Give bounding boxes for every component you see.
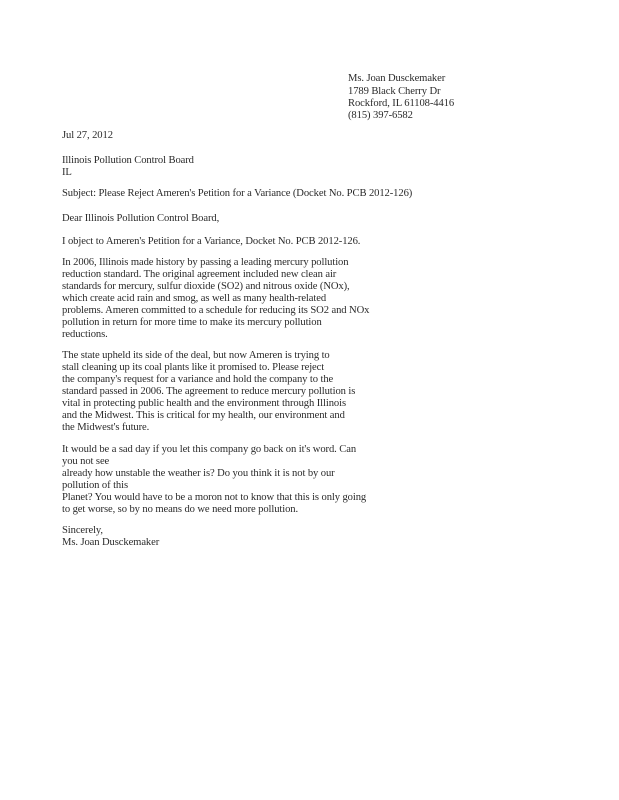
paragraph-2-line: reductions.: [62, 329, 108, 340]
sender-phone: (815) 397-6582: [348, 110, 413, 121]
paragraph-4-line: pollution of this: [62, 480, 128, 491]
letter-date: Jul 27, 2012: [62, 130, 113, 141]
closing: Sincerely,: [62, 525, 103, 536]
paragraph-2-line: reduction standard. The original agreement included new clean air: [62, 269, 337, 280]
paragraph-4-line: It would be a sad day if you let this company go back on it's word. Can: [62, 444, 357, 455]
subject-line: Subject: Please Reject Ameren's Petition for a Variance (Docket No. PCB 2012-126): [62, 188, 413, 199]
recipient-state: IL: [62, 167, 72, 178]
paragraph-3-line: the Midwest's future.: [62, 422, 150, 433]
paragraph-4-line: you not see: [62, 456, 110, 467]
paragraph-1: I object to Ameren's Petition for a Variance, Docket No. PCB 2012-126.: [62, 236, 361, 247]
paragraph-3-line: The state upheld its side of the deal, but now Ameren is trying to: [62, 350, 330, 361]
paragraph-3-line: vital in protecting public health and the environment through Illinois: [62, 398, 346, 409]
paragraph-2-line: standards for mercury, sulfur dioxide (SO2) and nitrous oxide (NOx),: [62, 281, 350, 292]
paragraph-4-line: to get worse, so by no means do we need more pollution.: [62, 504, 299, 515]
paragraph-2-line: pollution in return for more time to make its mercury pollution: [62, 317, 322, 328]
signature-name: Ms. Joan Dusckemaker: [62, 537, 160, 548]
paragraph-3-line: standard passed in 2006. The agreement to reduce mercury pollution is: [62, 386, 356, 397]
paragraph-3-line: stall cleaning up its coal plants like it promised to. Please reject: [62, 362, 325, 373]
paragraph-4-line: already how unstable the weather is? Do you think it is not by our: [62, 468, 335, 479]
paragraph-2-line: which create acid rain and smog, as well as many health-related: [62, 293, 327, 304]
paragraph-2-line: In 2006, Illinois made history by passing a leading mercury pollution: [62, 257, 349, 268]
recipient-name: Illinois Pollution Control Board: [62, 155, 194, 166]
salutation: Dear Illinois Pollution Control Board,: [62, 213, 220, 224]
paragraph-3-line: and the Midwest. This is critical for my health, our environment and: [62, 410, 345, 421]
paragraph-3-line: the company's request for a variance and hold the company to the: [62, 374, 334, 385]
paragraph-4-line: Planet? You would have to be a moron not to know that this is only going: [62, 492, 367, 503]
sender-city: Rockford, IL 61108-4416: [348, 98, 455, 109]
paragraph-2-line: problems. Ameren committed to a schedule for reducing its SO2 and NOx: [62, 305, 370, 316]
sender-name: Ms. Joan Dusckemaker: [348, 73, 446, 84]
sender-street: 1789 Black Cherry Dr: [348, 86, 441, 97]
